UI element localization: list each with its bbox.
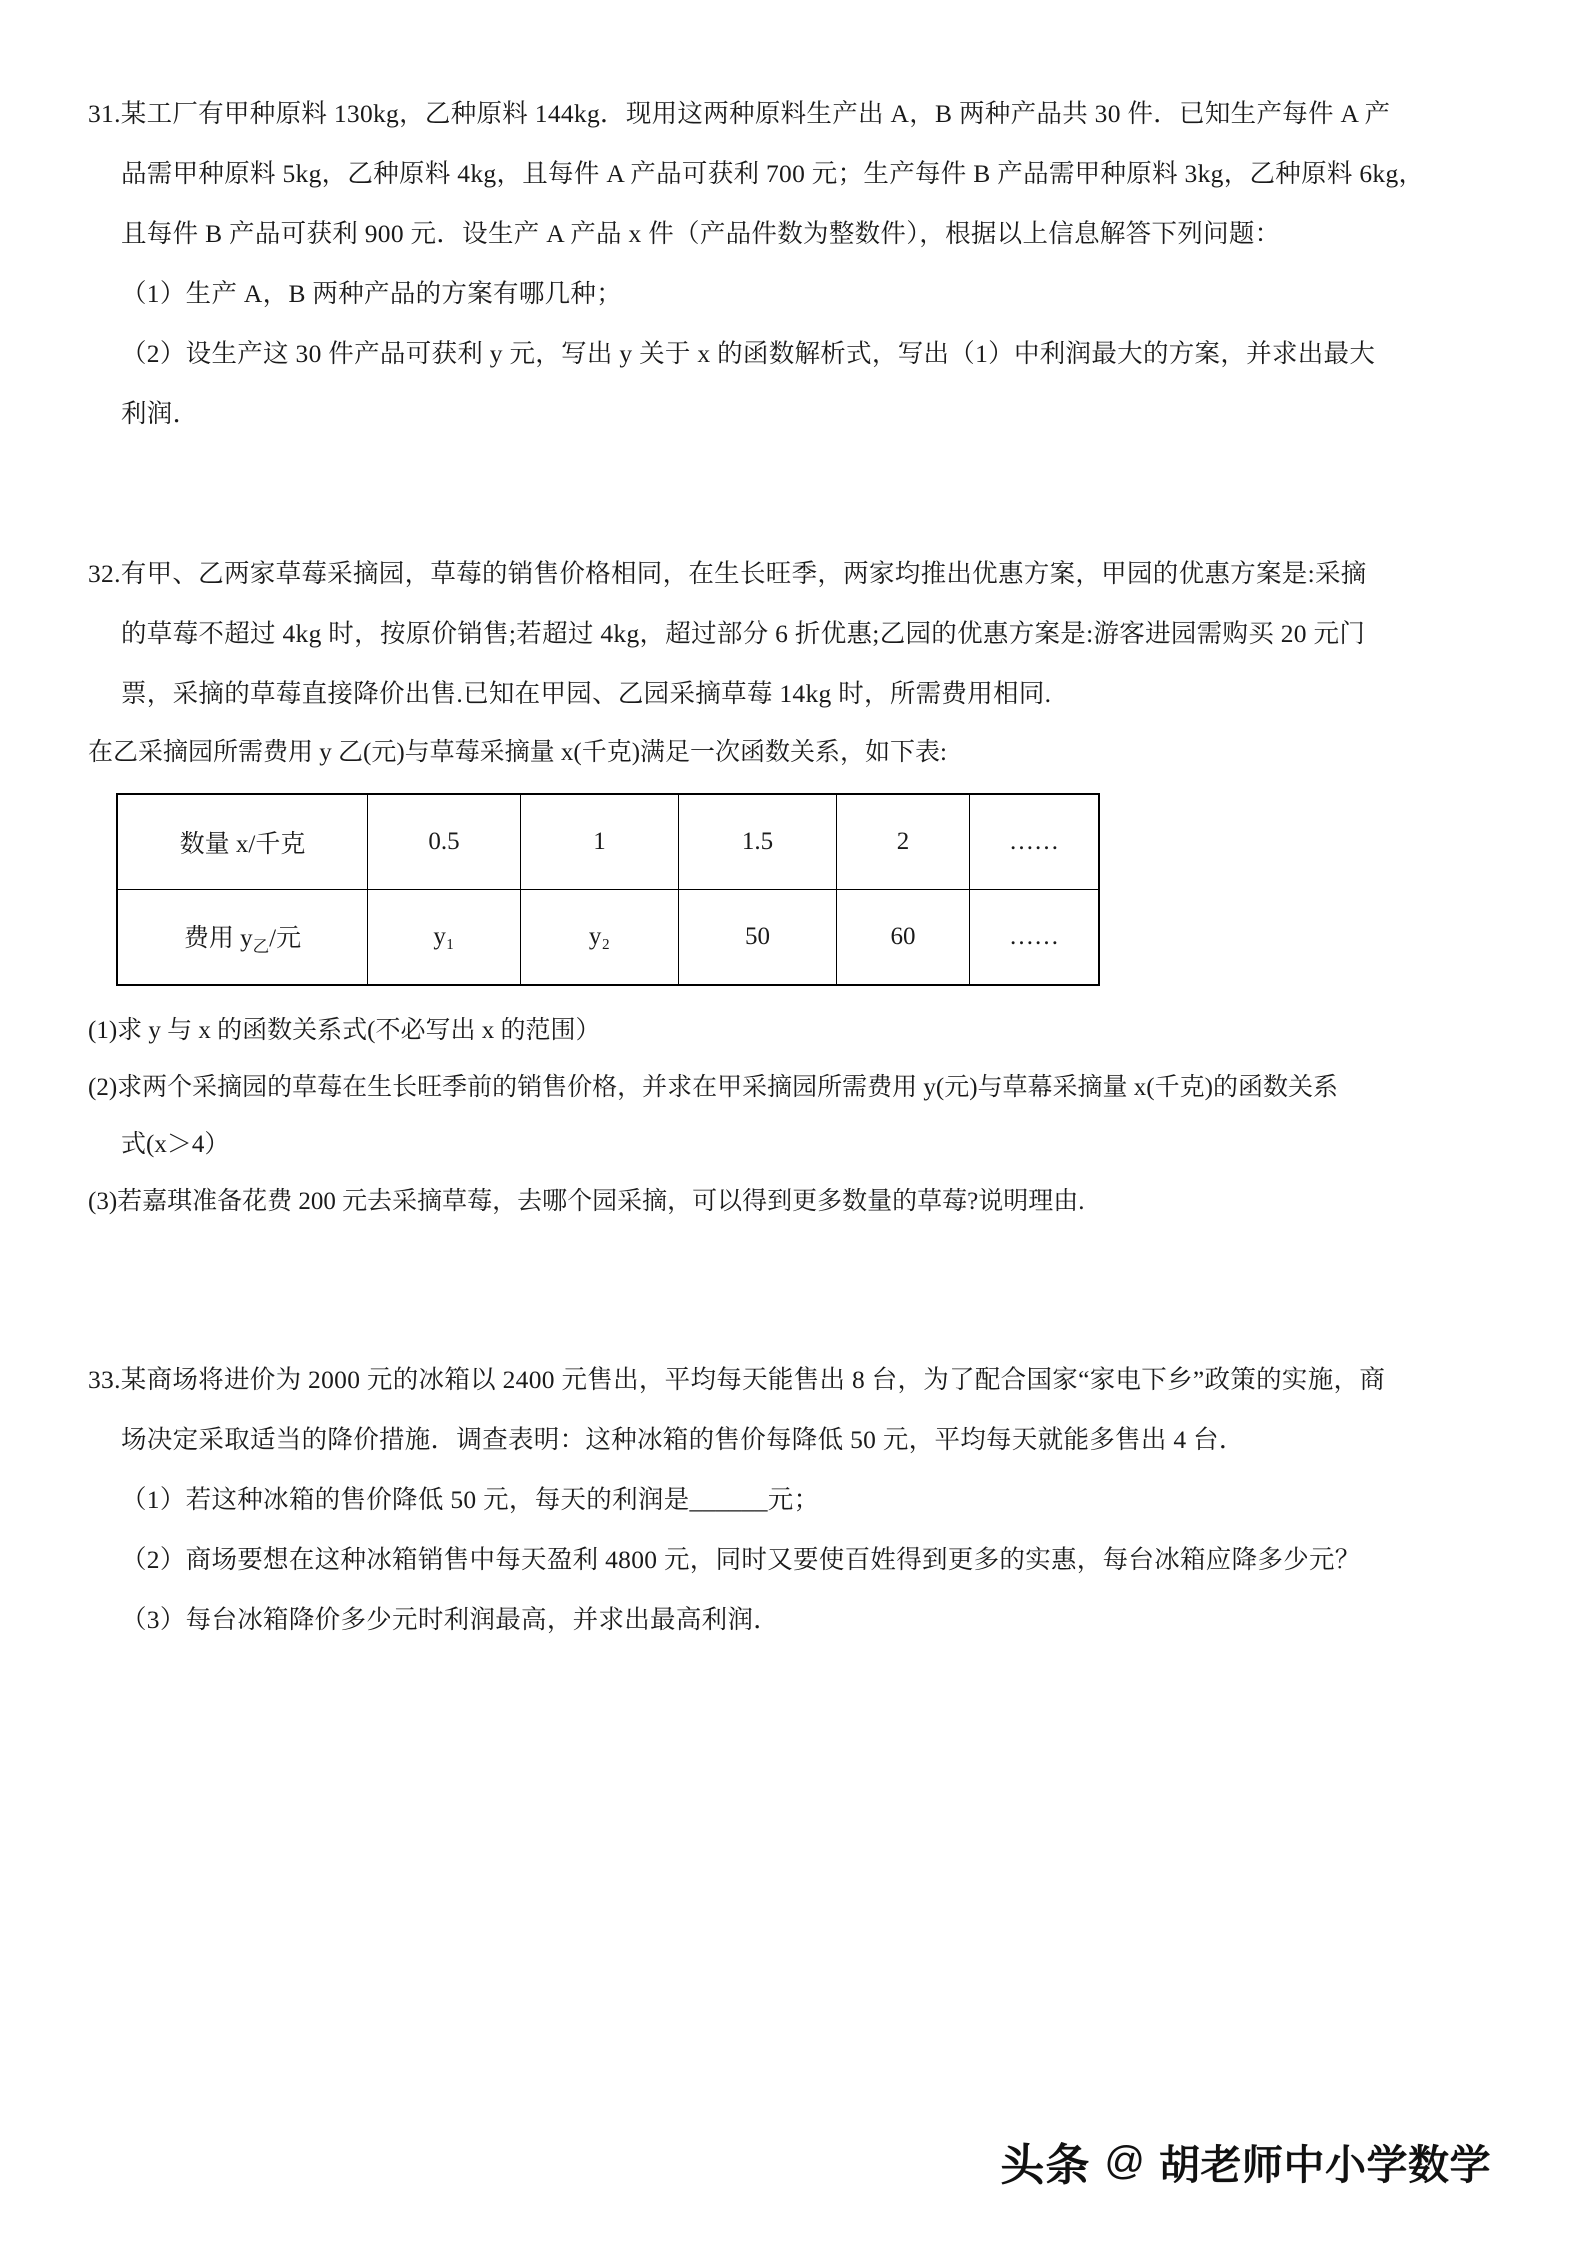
problem-32-line-2: 的草莓不超过 4kg 时，按原价销售;若超过 4kg，超过部分 6 折优惠;乙园的优惠方案是:游客进园需购买 20 元门 [121, 619, 1366, 648]
problem-32-table-wrap [116, 793, 1508, 986]
worksheet-content [88, 84, 1508, 1650]
problem-31 [88, 84, 1508, 444]
spacer-31-32 [88, 444, 1508, 544]
watermark [1000, 2129, 1491, 2193]
problem-33 [88, 1350, 1508, 1650]
problem-32-subquestion-3: (3)若嘉琪准备花费 200 元去采摘草莓，去哪个园采摘，可以得到更多数量的草莓?说明理由. [88, 1188, 1085, 1215]
table-cell-q5: …… [970, 794, 1100, 890]
problem-33-subquestion-3: （3）每台冰箱降价多少元时利润最高，并求出最高利润． [121, 1605, 780, 1634]
table-cell-f3: 50 [679, 890, 837, 986]
problem-31-subquestion-2: （2）设生产这 30 件产品可获利 y 元，写出 y 关于 x 的函数解析式，写出（1）中利润最大的方案，并求出最大 [121, 339, 1376, 368]
problem-32-subquestion-1: (1)求 y 与 x 的函数关系式(不必写出 x 的范围） [88, 1017, 601, 1044]
table-cell-f1: y₁ [368, 890, 521, 986]
problem-31-line-2: 品需甲种原料 5kg，乙种原料 4kg，且每件 A 产品可获利 700 元；生产每件 B 产品需甲种原料 3kg，乙种原料 6kg， [121, 159, 1425, 188]
fee-label-prefix: 费用 y [183, 924, 253, 952]
spacer-32-33 [88, 1230, 1508, 1350]
table-cell-f5: …… [970, 890, 1100, 986]
problem-31-line-3: 且每件 B 产品可获利 900 元．设生产 A 产品 x 件（产品件数为整数件），根据以上信息解答下列问题： [121, 219, 1281, 248]
table-cell-f4: 60 [837, 890, 970, 986]
fee-label-subscript: 乙 [252, 936, 270, 956]
table-cell-q4: 2 [837, 794, 970, 890]
table-row-quantity [117, 794, 1099, 890]
problem-31-subquestion-1: （1）生产 A，B 两种产品的方案有哪几种； [121, 279, 623, 308]
problem-33-subquestion-1: （1）若这种冰箱的售价降低 50 元，每天的利润是______元； [121, 1485, 820, 1514]
table-row-fee [117, 890, 1099, 986]
problem-31-subquestion-2-cont: 利润． [121, 399, 199, 428]
problem-32-line-3: 票，采摘的草莓直接降价出售.已知在甲园、乙园采摘草莓 14kg 时，所需费用相同. [121, 679, 1052, 708]
spacer-after-table [88, 986, 1508, 1002]
problem-33-line-2: 场决定采取适当的降价措施．调查表明：这种冰箱的售价每降低 50 元，平均每天就能多售出 4 台． [121, 1425, 1245, 1454]
problem-32 [88, 544, 1508, 1230]
problem-33-subquestion-2: （2）商场要想在这种冰箱销售中每天盈利 4800 元，同时又要使百姓得到更多的实惠，每台冰箱应降多少元？ [121, 1545, 1361, 1574]
problem-32-table-intro: 在乙采摘园所需费用 y 乙(元)与草莓采摘量 x(千克)满足一次函数关系，如下表: [88, 739, 947, 766]
fee-label-suffix: /元 [269, 924, 302, 952]
watermark-author-name: 胡老师中小学数学 [1159, 2141, 1491, 2188]
toutiao-logo: 头条 [1000, 2141, 1091, 2190]
table-cell-q2: 1 [521, 794, 679, 890]
problem-33-line-1: 33.某商场将进价为 2000 元的冰箱以 2400 元售出，平均每天能售出 8 台，为了配合国家“家电下乡”政策的实施，商 [88, 1365, 1386, 1394]
at-symbol: @ [1104, 2138, 1145, 2183]
problem-32-subquestion-2-cont: 式(x＞4） [121, 1131, 230, 1158]
problem-32-subquestion-2: (2)求两个采摘园的草莓在生长旺季前的销售价格，并求在甲采摘园所需费用 y(元)与草幕采摘量 x(千克)的函数关系 [88, 1074, 1338, 1101]
fee-quantity-table [116, 793, 1100, 986]
table-rowheader-fee [117, 890, 368, 986]
problem-32-line-1: 32.有甲、乙两家草莓采摘园，草莓的销售价格相同，在生长旺季，两家均推出优惠方案，甲园的优惠方案是:采摘 [88, 559, 1367, 588]
table-cell-f2: y₂ [521, 890, 679, 986]
problem-31-line-1: 31.某工厂有甲种原料 130kg，乙种原料 144kg．现用这两种原料生产出 A，B 两种产品共 30 件．已知生产每件 A 产 [88, 99, 1391, 128]
table-cell-q1: 0.5 [368, 794, 521, 890]
table-rowheader-quantity: 数量 x/千克 [117, 794, 368, 890]
table-cell-q3: 1.5 [679, 794, 837, 890]
